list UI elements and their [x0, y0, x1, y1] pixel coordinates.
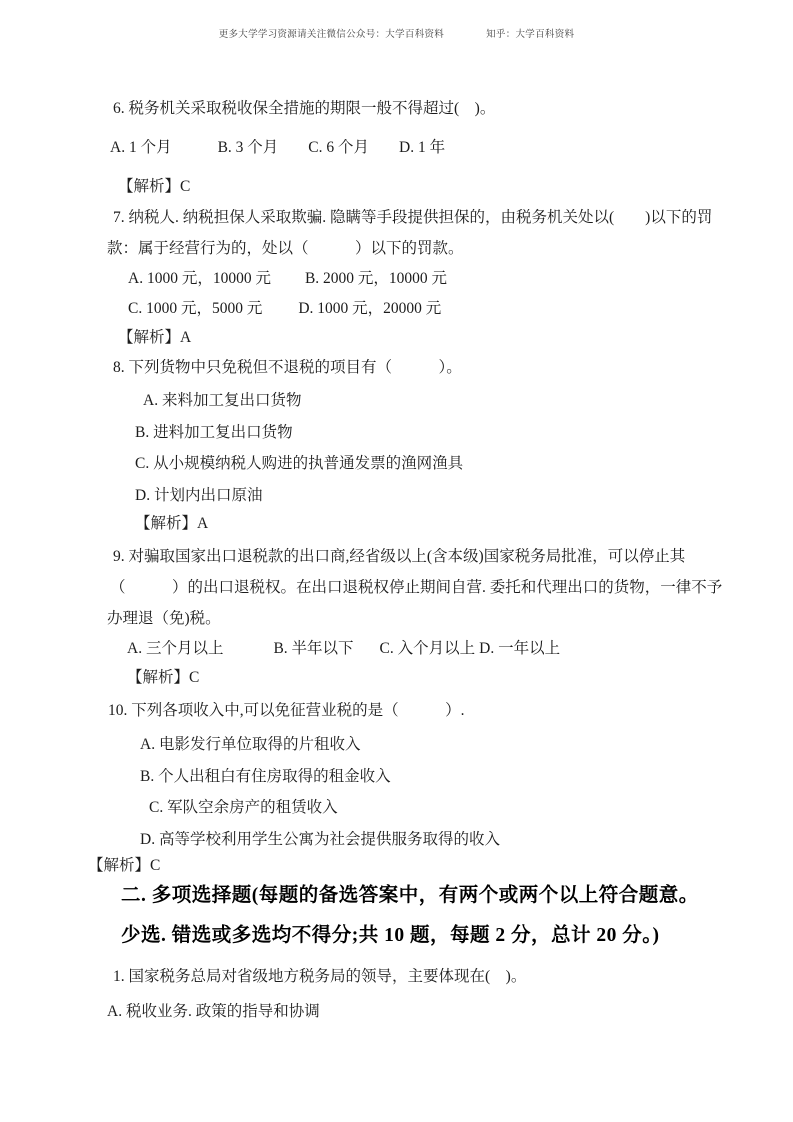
option-8-d: D. 计划内出口原油 — [135, 487, 263, 504]
section-2-heading-line1: 二. 多项选择题(每题的备选答案中，有两个或两个以上符合题意。 — [121, 885, 699, 906]
option-9-b: B. 半年以下 — [273, 640, 354, 657]
option-6-b: B. 3 个月 — [217, 139, 279, 156]
option-9-d: D. 一年以上 — [479, 640, 561, 657]
analysis-7: 【解析】A — [118, 329, 192, 346]
option-9-a: A. 三个月以上 — [127, 640, 224, 657]
option-7-d: D. 1000 元，20000 元 — [298, 300, 442, 317]
option-8-a: A. 来料加工复出口货物 — [143, 392, 302, 409]
option-10-c: C. 军队空余房产的租赁收入 — [149, 799, 338, 816]
analysis-8: 【解析】A — [135, 515, 209, 532]
header-wechat-note: 更多大学学习资源请关注微信公众号：大学百科资料 — [218, 30, 445, 40]
section-2-heading-line2: 少选. 错选或多选均不得分;共 10 题，每题 2 分，总计 20 分。) — [121, 925, 660, 946]
section2-option-1-a: A. 税收业务. 政策的指导和协调 — [107, 1003, 320, 1020]
question-7-options-row2 — [128, 299, 441, 319]
option-8-b: B. 进料加工复出口货物 — [135, 424, 293, 441]
option-9-c: C. 入个月以上 — [379, 640, 476, 657]
page-header — [0, 26, 793, 40]
option-6-c: C. 6 个月 — [308, 139, 370, 156]
question-10-stem: 10. 下列各项收入中,可以免征营业税的是（ ）. — [108, 702, 465, 719]
analysis-6: 【解析】C — [118, 178, 191, 195]
analysis-9: 【解析】C — [127, 669, 200, 686]
option-7-c: C. 1000 元，5000 元 — [128, 300, 263, 317]
question-7-stem-line2: 款：属于经营行为的，处以（ ）以下的罚款。 — [107, 240, 464, 257]
option-10-a: A. 电影发行单位取得的片租收入 — [140, 736, 361, 753]
option-7-a: A. 1000 元，10000 元 — [128, 270, 271, 287]
header-zhihu-note: 知乎：大学百科资料 — [486, 30, 575, 40]
option-6-d: D. 1 年 — [399, 139, 446, 156]
section2-question-1-stem: 1. 国家税务总局对省级地方税务局的领导，主要体现在( )。 — [113, 968, 527, 985]
option-10-b: B. 个人出租白有住房取得的租金收入 — [140, 768, 391, 785]
question-9-stem-line3: 办理退（免)税。 — [107, 610, 221, 627]
option-10-d: D. 高等学校利用学生公寓为社会提供服务取得的收入 — [140, 831, 500, 848]
question-8-stem: 8. 下列货物中只免税但不退税的项目有（ ）。 — [113, 359, 462, 376]
analysis-10: 【解析】C — [88, 857, 161, 874]
question-7-options-row1 — [128, 269, 447, 289]
question-9-stem-line1: 9. 对骗取国家出口退税款的出口商,经省级以上(含本级)国家税务局批准，可以停止其 — [113, 548, 686, 565]
option-6-a: A. 1 个月 — [110, 139, 172, 156]
question-9-options — [127, 639, 560, 659]
question-6-options — [110, 138, 445, 158]
option-8-c: C. 从小规模纳税人购进的执普通发票的渔网渔具 — [135, 455, 464, 472]
question-6-stem: 6. 税务机关采取税收保全措施的期限一般不得超过( )。 — [113, 100, 496, 117]
option-7-b: B. 2000 元，10000 元 — [304, 270, 448, 287]
question-7-stem-line1: 7. 纳税人. 纳税担保人采取欺骗. 隐瞒等手段提供担保的，由税务机关处以( )以下的罚 — [113, 209, 713, 226]
question-9-stem-line2: （ ）的出口退税权。在出口退税权停止期间自营. 委托和代理出口的货物，一律不予 — [110, 579, 723, 596]
